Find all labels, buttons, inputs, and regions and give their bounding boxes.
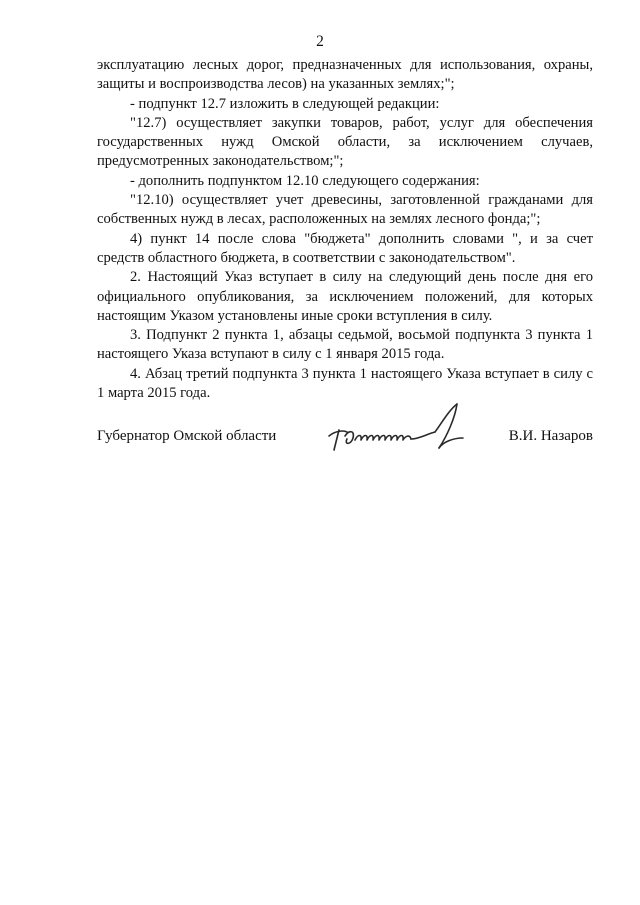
document-body (97, 56, 593, 403)
paragraph-subpoint-12-10-text: "12.10) осуществляет учет древесины, заготовленной гражданами для собственных нужд в лесах, расположенных на землях лесного фонда;"; (97, 192, 593, 228)
signer-name: В.И. Назаров (508, 428, 593, 444)
paragraph-point-14: 4) пункт 14 после слова "бюджета" дополнить словами ", и за счет средств областного бюджета, в соответствии с законодательством". (97, 230, 593, 266)
signer-position: Губернатор Омской области (97, 428, 277, 444)
paragraph-subpoint-12-7-text: "12.7) осуществляет закупки товаров, работ, услуг для обеспечения государственных нужд Омской области, за исключением случаев, предусмотренных законодательством;"; (97, 114, 593, 170)
paragraph-clause-2: 2. Настоящий Указ вступает в силу на следующий день после дня его официального опубликования, за исключением положений, для которых настоящим Указом установлены иные сроки вступления в силу. (97, 269, 593, 324)
handwritten-signature (317, 398, 477, 460)
signature-block (97, 398, 593, 468)
paragraph-clause-3: 3. Подпункт 2 пункта 1, абзацы седьмой, восьмой подпункта 3 пункта 1 настоящего Указа вступают в силу с 1 января 2015 года. (97, 327, 593, 363)
paragraph-subpoint-12-10-intro: - дополнить подпунктом 12.10 следующего содержания: (130, 172, 480, 189)
page-number: 2 (316, 33, 324, 50)
paragraph-clause-4: 4. Абзац третий подпункта 3 пункта 1 настоящего Указа вступает в силу с 1 марта 2015 года. (97, 365, 593, 402)
paragraph-continuation: эксплуатацию лесных дорог, предназначенных для использования, охраны, защиты и воспроизводства лесов) на указанных землях;"; (97, 57, 593, 93)
paragraph-subpoint-12-7-intro: - подпункт 12.7 изложить в следующей редакции: (130, 95, 440, 112)
